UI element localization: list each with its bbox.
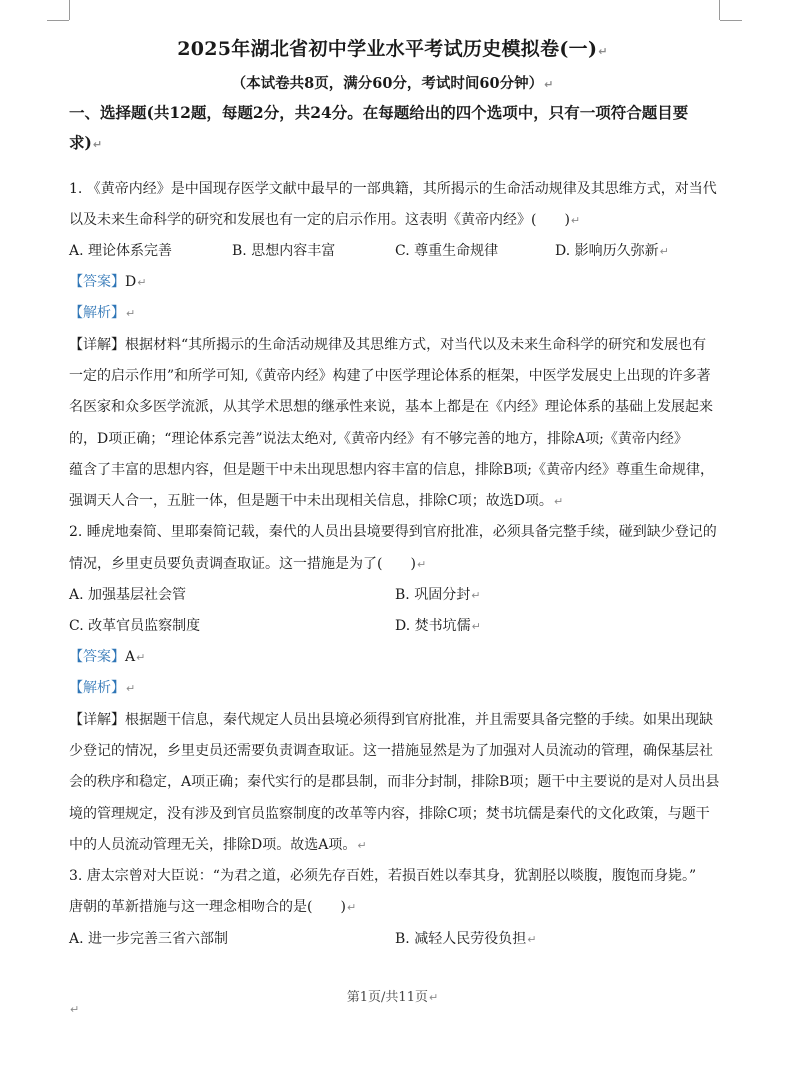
crop-mark-top-left-vertical — [69, 0, 70, 20]
q3-stem-text: 唐朝的革新措施与这一理念相吻合的是( ) — [69, 899, 346, 915]
paragraph-mark: ↵ — [346, 901, 357, 914]
q2-stem-text: 情况，乡里吏员要负责调查取证。这一措施是为了( ) — [69, 556, 416, 572]
analysis-tag: 【解析】 — [69, 680, 125, 696]
paragraph-mark: ↵ — [92, 138, 103, 151]
q2-option-d — [395, 616, 481, 637]
section-heading-line-1: 一、选择题(共12题，每题2分，共24分。在每题给出的四个选项中，只有一项符合题目要 — [69, 103, 689, 122]
q1-analysis — [69, 303, 135, 324]
q1-detail-line-1 — [69, 335, 706, 355]
q2-option-b-text: B. 巩固分封 — [395, 587, 471, 603]
q1-stem-text: 以及未来生命科学的研究和发展也有一定的启示作用。这表明《黄帝内经》( ) — [69, 212, 570, 228]
answer-tag: 【答案】 — [69, 649, 125, 665]
q1-option-d-text: D. 影响历久弥新 — [555, 243, 659, 259]
crop-mark-top-left-horizontal — [47, 20, 69, 21]
q3-stem-line-1: 3. 唐太宗曾对大臣说：“为君之道，必须先存百姓，若损百姓以奉其身，犹割胫以啖腹，腹饱而身毙。” — [69, 868, 697, 884]
page-subtitle-text: （本试卷共8页，满分60分，考试时间60分钟） — [231, 75, 544, 92]
page-footer — [0, 986, 785, 1005]
crop-mark-top-right-vertical — [719, 0, 720, 20]
q1-detail-line-6 — [69, 491, 563, 512]
paragraph-mark: ↵ — [544, 78, 554, 91]
crop-mark-top-right-horizontal — [720, 20, 742, 21]
q2-option-d-text: D. 焚书坑儒 — [395, 618, 471, 634]
q1-option-d — [555, 241, 669, 262]
q2-option-b — [395, 585, 480, 606]
section-heading-line-2 — [69, 133, 102, 155]
q1-detail-line-2: 一定的启示作用”和所学可知,《黄帝内经》构建了中医学理论体系的框架，中医学发展史上出现的许多著 — [69, 368, 711, 384]
page-title-text: 2025年湖北省初中学业水平考试历史模拟卷(一) — [177, 38, 598, 60]
paragraph-mark: ↵ — [126, 307, 136, 320]
q3-option-b — [395, 929, 536, 950]
q2-stem-line-2 — [69, 554, 426, 575]
q3-option-b-text: B. 减轻人民劳役负担 — [395, 931, 527, 947]
detail-tag: 【详解】 — [69, 337, 125, 353]
paragraph-mark: ↵ — [136, 651, 146, 664]
paragraph-mark: ↵ — [598, 45, 608, 58]
q1-stem-line-2 — [69, 210, 580, 231]
q3-stem-line-2 — [69, 897, 356, 918]
paragraph-mark: ↵ — [126, 682, 136, 695]
paragraph-mark: ↵ — [137, 276, 147, 289]
q2-detail-line-3: 会的秩序和稳定，A项正确；秦代实行的是郡县制，而非分封制，排除B项；题干中主要说的是对人员出县 — [69, 774, 720, 790]
paragraph-mark: ↵ — [471, 620, 481, 633]
q2-analysis — [69, 678, 135, 699]
analysis-tag: 【解析】 — [69, 305, 125, 321]
q1-option-b: B. 思想内容丰富 — [232, 243, 336, 259]
q1-option-c: C. 尊重生命规律 — [395, 243, 499, 259]
q2-option-a: A. 加强基层社会管 — [69, 587, 187, 603]
q2-answer-value: A — [125, 649, 136, 665]
paragraph-mark: ↵ — [527, 933, 537, 946]
paragraph-mark: ↵ — [659, 245, 669, 258]
q2-detail-line-2: 少登记的情况，乡里吏员还需要负责调查取证。这一措施显然是为了加强对人员流动的管理，确保基层社 — [69, 743, 713, 759]
q1-detail-text: 根据材料“其所揭示的生命活动规律及其思维方式，对当代以及未来生命科学的研究和发展也有 — [125, 337, 707, 353]
q2-detail-text: 中的人员流动管理无关，排除D项。故选A项。 — [69, 837, 357, 853]
q2-option-c: C. 改革官员监察制度 — [69, 618, 201, 634]
q2-detail-text: 根据题干信息，秦代规定人员出县境必须得到官府批准，并且需要具备完整的手续。如果出现缺 — [125, 712, 713, 728]
paragraph-mark: ↵ — [471, 589, 481, 602]
paragraph-mark: ↵ — [428, 991, 439, 1004]
page-subtitle — [0, 72, 785, 93]
paragraph-mark-end: ↵ — [70, 1003, 80, 1016]
q1-detail-line-3: 名医家和众多医学流派，从其学术思想的继承性来说，基本上都是在《内经》理论体系的基础上发展起来 — [69, 399, 713, 415]
q1-detail-line-5: 蕴含了丰富的思想内容，但是题干中未出现思想内容丰富的信息，排除B项;《黄帝内经》尊重生命规律， — [69, 462, 715, 478]
paragraph-mark: ↵ — [553, 495, 564, 508]
q2-detail-line-5 — [69, 835, 367, 856]
q1-stem-line-1: 1. 《黄帝内经》是中国现存医学文献中最早的一部典籍，其所揭示的生命活动规律及其思维方式，对当代 — [69, 181, 717, 197]
q2-answer — [69, 647, 145, 668]
q1-answer — [69, 272, 146, 293]
paragraph-mark: ↵ — [416, 558, 427, 571]
paragraph-mark: ↵ — [570, 214, 581, 227]
detail-tag: 【详解】 — [69, 712, 125, 728]
q3-option-a: A. 进一步完善三省六部制 — [69, 931, 229, 947]
paragraph-mark: ↵ — [357, 839, 367, 852]
q1-answer-value: D — [125, 274, 137, 290]
q1-detail-text: 强调天人合一，五脏一体，但是题干中未出现相关信息，排除C项；故选D项。 — [69, 493, 553, 509]
section-heading-text: 求) — [69, 133, 92, 152]
q1-detail-line-4: 的，D项正确；“理论体系完善”说法太绝对,《黄帝内经》有不够完善的地方，排除A项;《黄帝内经》 — [69, 431, 688, 447]
answer-tag: 【答案】 — [69, 274, 125, 290]
q1-option-a: A. 理论体系完善 — [69, 243, 173, 259]
page-title — [0, 34, 785, 61]
page-number: 第1页/共11页 — [346, 990, 428, 1005]
q2-detail-line-1 — [69, 710, 713, 730]
q2-detail-line-4: 境的管理规定，没有涉及到官员监察制度的改革等内容，排除C项；焚书坑儒是秦代的文化政策，与题干 — [69, 806, 710, 822]
q2-stem-line-1: 2. 睡虎地秦简、里耶秦简记载，秦代的人员出县境要得到官府批准，必须具备完整手续，碰到缺少登记的 — [69, 524, 717, 540]
